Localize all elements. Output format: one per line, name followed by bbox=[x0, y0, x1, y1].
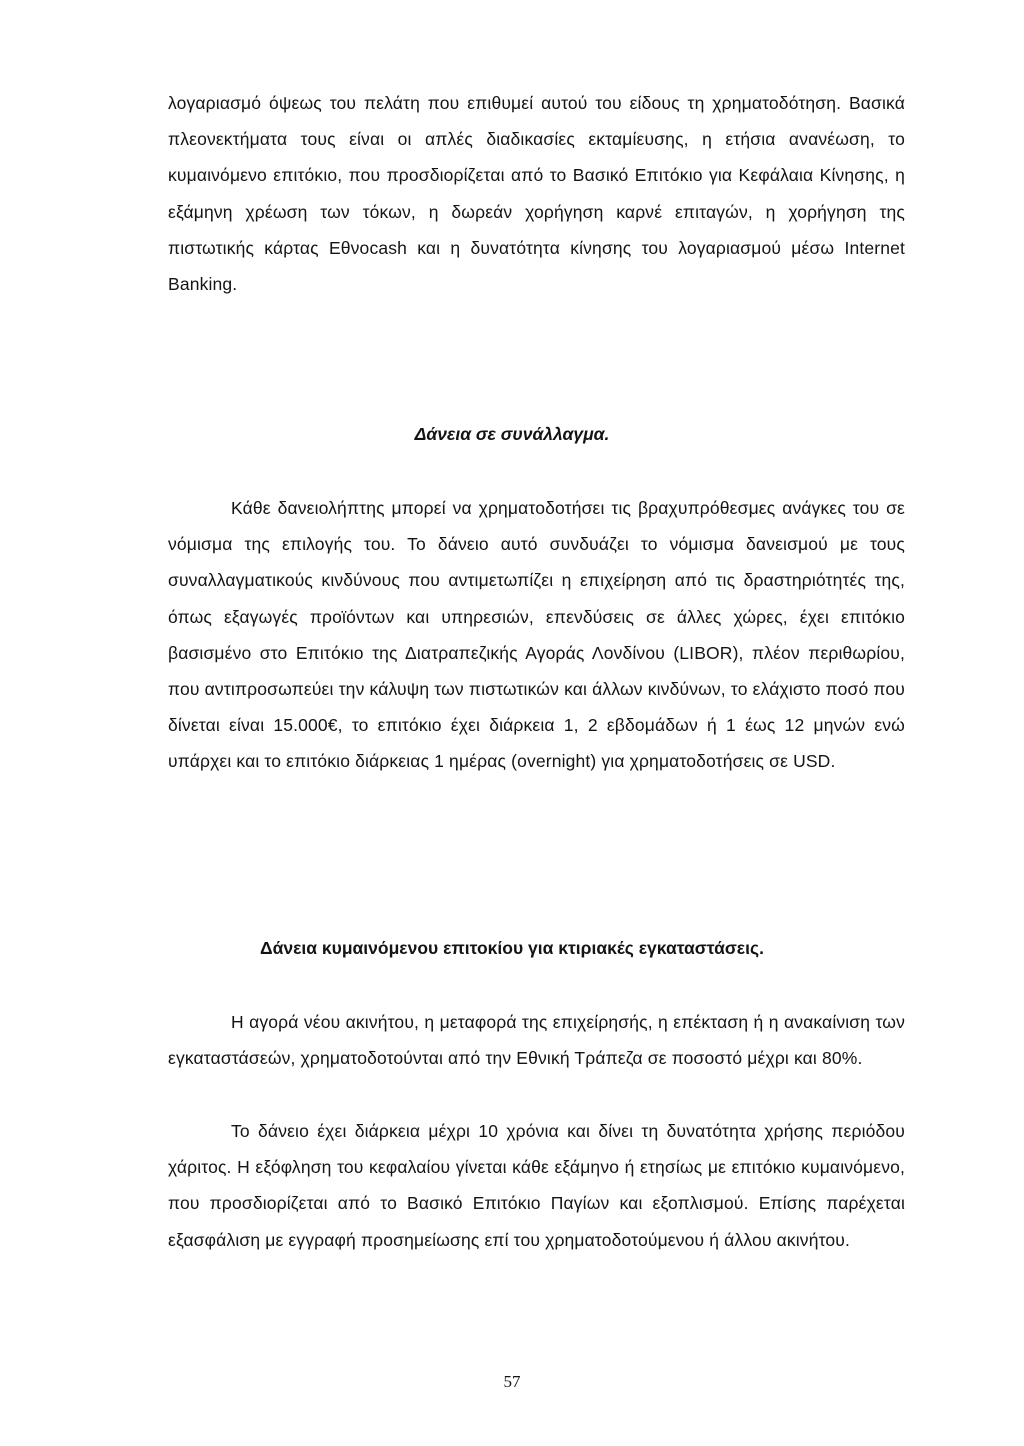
section-heading-foreign-currency-loans: Δάνεια σε συνάλλαγμα. bbox=[414, 424, 610, 444]
body-paragraph-loan-terms: Το δάνειο έχει διάρκεια μέχρι 10 χρόνια και δίνει τη δυνατότητα χρήσης περιόδου χάριτος. Η εξόφληση του κεφαλαίου γίνεται κάθε εξάμηνο ή ετησίως με επιτόκιο κυμαινόμενο, που προσδιορίζεται από το Βασικό Επιτόκιο Παγίων και εξοπλισμού. Επίσης παρέχεται εξασφάλιση με εγγραφή προσημείωσης επί του χρηματοδοτούμενου ή άλλου ακινήτου. bbox=[168, 1121, 905, 1250]
body-paragraph-property-financing: Η αγορά νέου ακινήτου, η μεταφορά της επιχείρησής, η επέκταση ή η ανακαίνιση των εγκαταστάσεών, χρηματοδοτούνται από την Εθνική Τράπεζα σε ποσοστό μέχρι και 80%. bbox=[168, 1012, 905, 1069]
body-paragraph-continued: λογαριασμό όψεως του πελάτη που επιθυμεί αυτού του είδους τη χρηματοδότηση. Βασικά πλεονεκτήματα τους είναι οι απλές διαδικασίες εκταμίευσης, η ετήσια ανανέωση, το κυμαινόμενο επιτόκιο, που προσδιορίζεται από το Βασικό Επιτόκιο για Κεφάλαια Κίνησης, η εξάμηνη χρέωση των τόκων, η δωρεάν χορήγηση καρνέ επιταγών, η χορήγηση της πιστωτικής κάρτας Εθνocash και η δυνατότητα κίνησης του λογαριασμού μέσω Internet Banking. bbox=[168, 93, 905, 295]
page-number: 57 bbox=[503, 1372, 521, 1391]
body-paragraph-foreign-currency-loans: Κάθε δανειολήπτης μπορεί να χρηματοδοτήσει τις βραχυπρόθεσμες ανάγκες του σε νόμισμα της επιλογής του. Το δάνειο αυτό συνδυάζει το νόμισμα δανεισμού με τους συναλλαγματικούς κινδύνους που αντιμετωπίζει η επιχείρηση από τις δραστηριότητές της, όπως εξαγωγές προϊόντων και υπηρεσιών, επενδύσεις σε άλλες χώρες, έχει επιτόκιο βασισμένο στο Επιτόκιο της Διατραπεζικής Αγοράς Λονδίνου (LIBOR), πλέον περιθωρίου, που αντιπροσωπεύει την κάλυψη των πιστωτικών και άλλων κινδύνων, το ελάχιστο ποσό που δίνεται είναι 15.000€, το επιτόκιο έχει διάρκεια 1, 2 εβδομάδων ή 1 έως 12 μηνών ενώ υπάρχει και το επιτόκιο διάρκειας 1 ημέρας (overnight) για χρηματοδοτήσεις σε USD. bbox=[168, 498, 905, 772]
section-heading-floating-rate-building-loans: Δάνεια κυμαινόμενου επιτοκίου για κτιριακές εγκαταστάσεις. bbox=[260, 938, 764, 958]
